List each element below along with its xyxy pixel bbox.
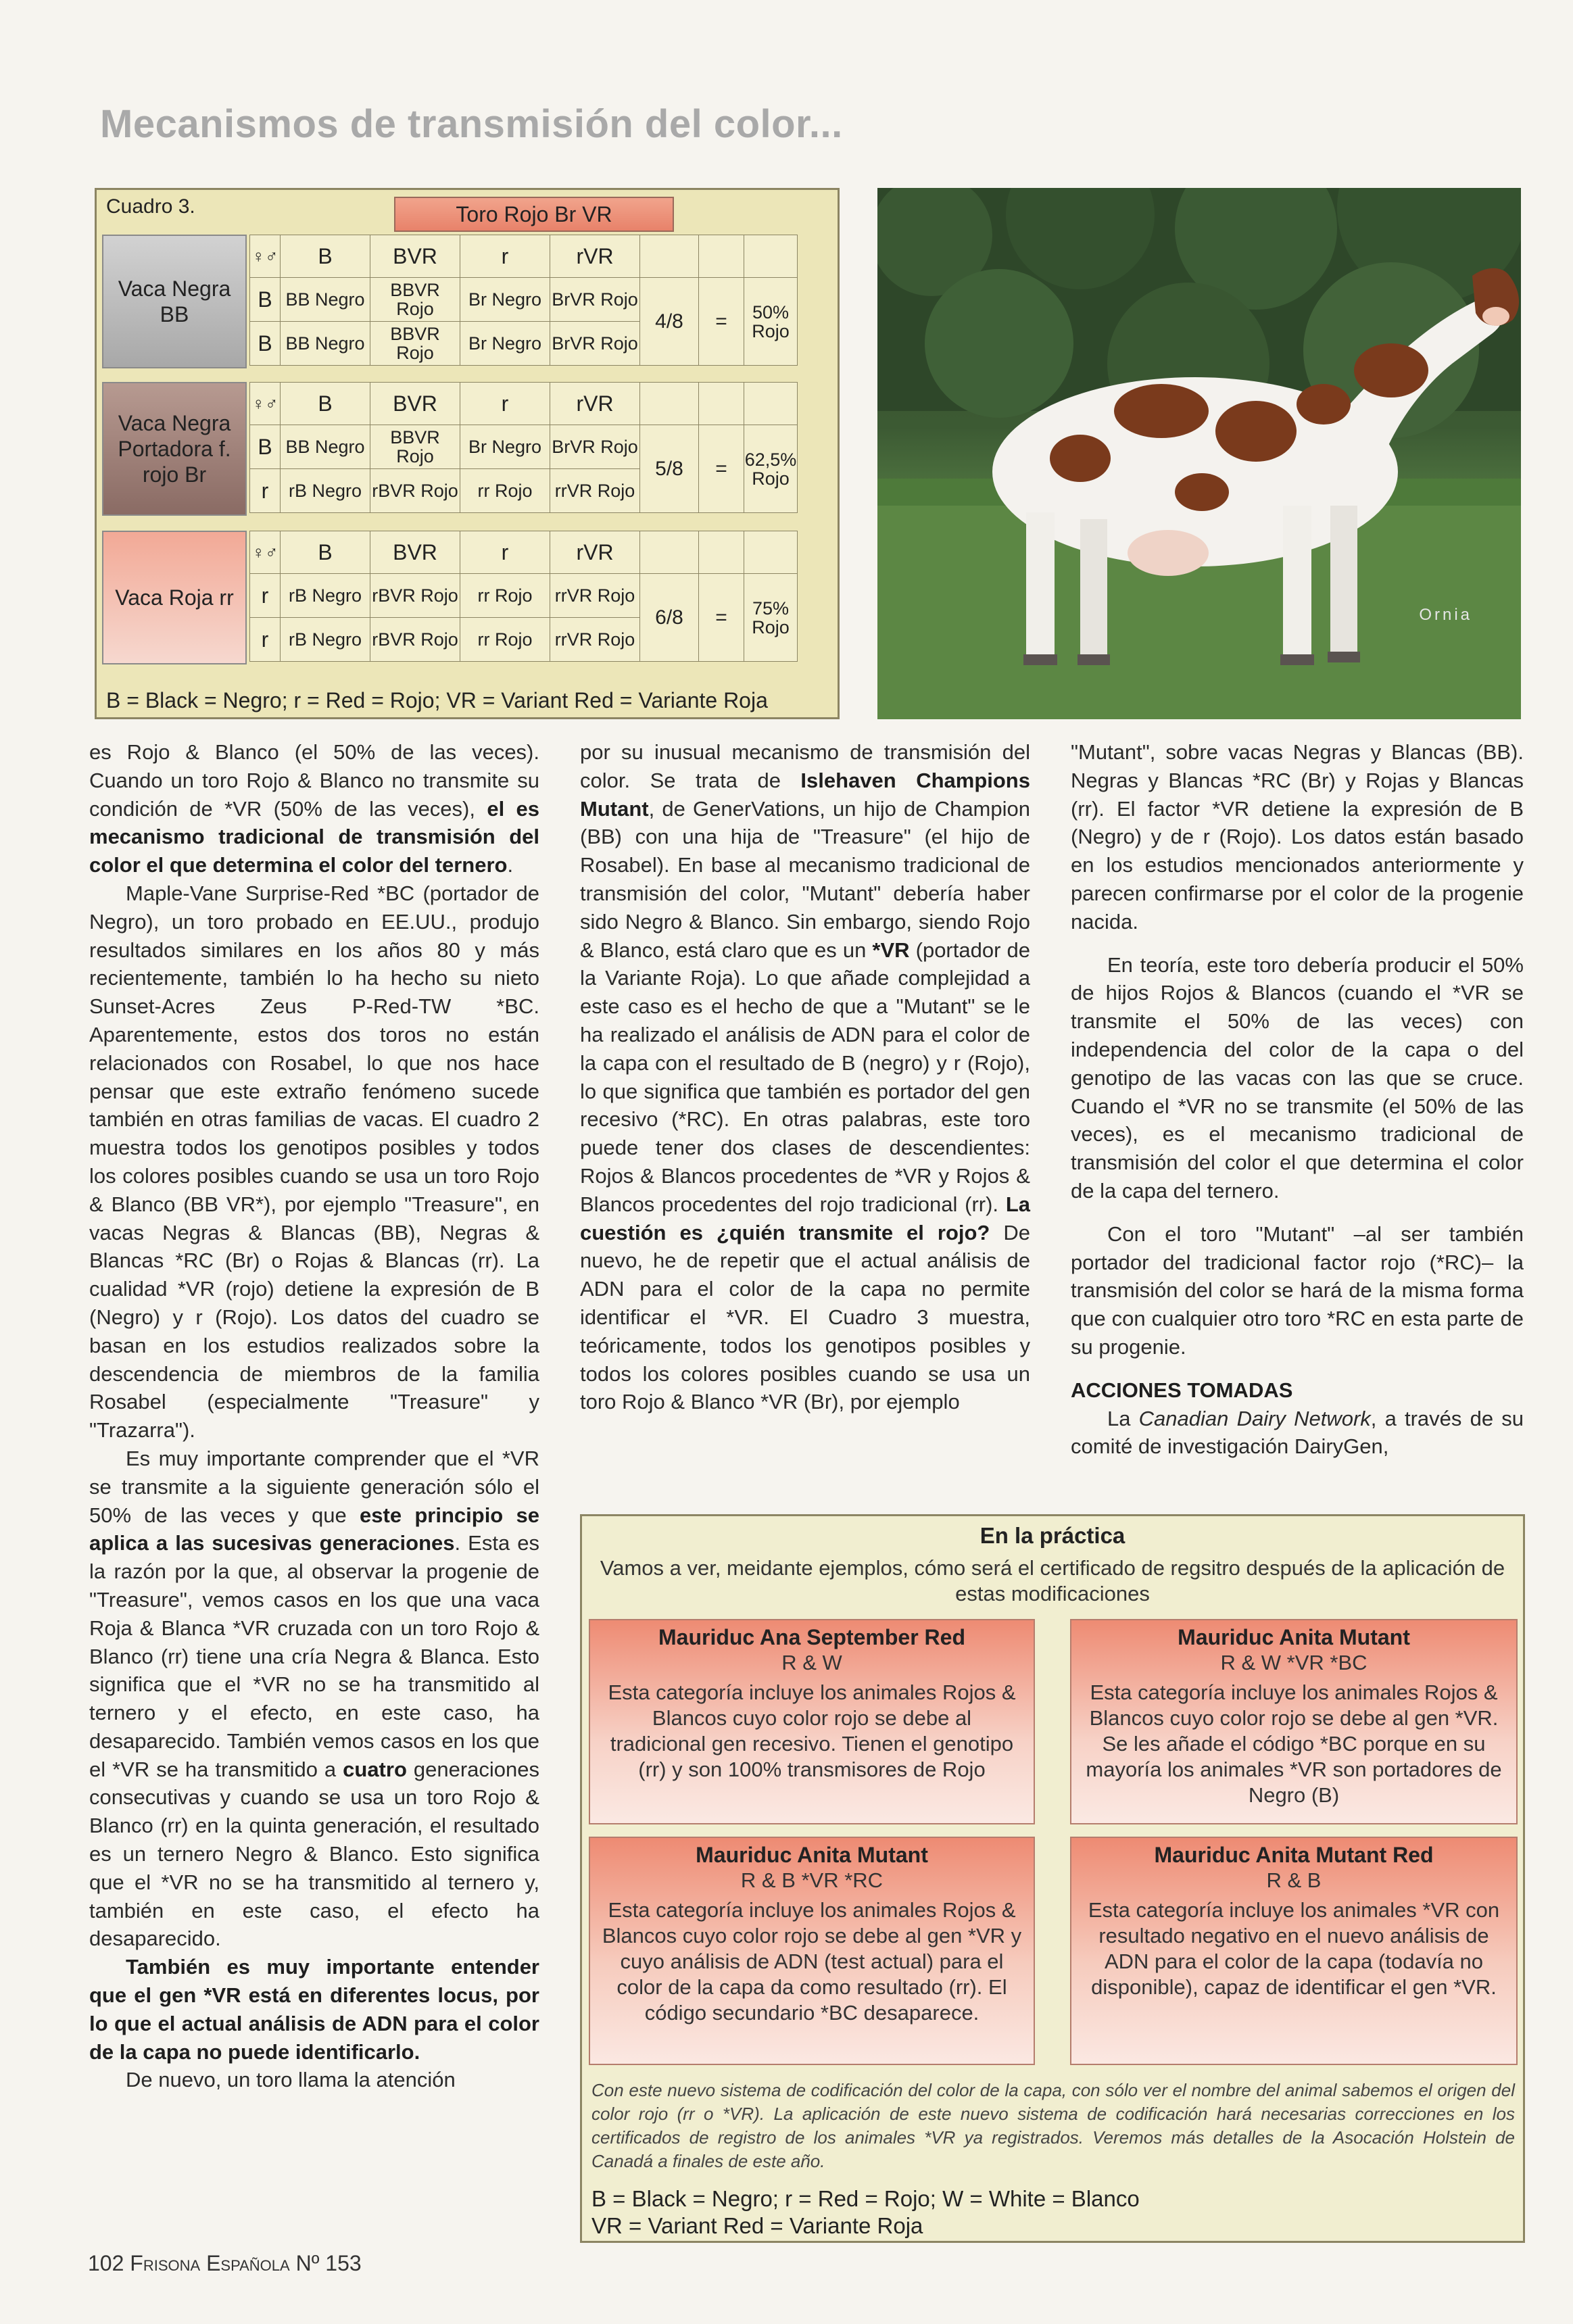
paragraph: "Mutant", sobre vacas Negras y Blancas (BB). Negras y Blancas *RC (Br) y Rojas y Blancas (rr). El factor *VR detiene la expresión de B (Negro) y de r (Rojo). Los datos están basado en los estudios mencionados anteriormente y parecen confirmarse por el color de la progenie nacida. bbox=[1071, 740, 1524, 934]
genotype-cell: BBVR Rojo bbox=[370, 425, 460, 469]
cuadro-legend: B = Black = Negro; r = Red = Rojo; VR = Variant Red = Variante Roja bbox=[106, 688, 768, 712]
genotype-grid bbox=[249, 531, 798, 662]
card-title: Mauriduc Anita Mutant Red bbox=[1154, 1843, 1434, 1867]
bull-allele-header: B bbox=[281, 531, 370, 574]
sex-symbol: ♀♂ bbox=[250, 235, 281, 278]
bold-text: *VR bbox=[872, 938, 910, 962]
equals-sign: = bbox=[699, 278, 744, 366]
card-title: Mauriduc Anita Mutant bbox=[1178, 1625, 1410, 1649]
page-number: 102 bbox=[88, 2251, 124, 2275]
bold-text: También es muy importante entender que el gen *VR está en diferentes locus, por lo que el actual análisis de ADN para el color de la capa no puede identificarlo. bbox=[89, 1955, 539, 2064]
paragraph bbox=[89, 738, 539, 879]
bull-allele-header: rVR bbox=[550, 235, 640, 278]
bull-allele-header: rVR bbox=[550, 383, 640, 425]
cow-allele: B bbox=[250, 425, 281, 469]
genotype-cell: rBVR Rojo bbox=[370, 574, 460, 618]
card-body: Esta categoría incluye los animales Rojos & Blancos cuyo color rojo se debe al tradicional gen recesivo. Tienen el genotipo (rr) y son 100% transmisores de Rojo bbox=[608, 1680, 1016, 1781]
example-card bbox=[1070, 1837, 1518, 2065]
card-code: R & B *VR *RC bbox=[740, 1868, 884, 1892]
genotype-cell: rrVR Rojo bbox=[550, 574, 640, 618]
bull-allele-header: BVR bbox=[370, 235, 460, 278]
genotype-grid bbox=[249, 235, 798, 366]
paragraph bbox=[580, 738, 1030, 1416]
cross-block bbox=[102, 531, 836, 664]
genotype-cell: rB Negro bbox=[281, 469, 370, 513]
empty-cell bbox=[640, 235, 699, 278]
cow-allele: r bbox=[250, 574, 281, 618]
paragraph: De nuevo, un toro llama la atención bbox=[126, 2068, 456, 2092]
text-column-2 bbox=[580, 738, 1030, 1416]
empty-cell bbox=[699, 383, 744, 425]
issue-number: Nº 153 bbox=[295, 2251, 362, 2275]
card-body: Esta categoría incluye los animales Rojos & Blancos cuyo color rojo se debe al gen *VR. Se les añade el código *BC porque en su mayoría los animales *VR son portadores de Negro (B) bbox=[1086, 1680, 1502, 1807]
card-title: Mauriduc Ana September Red bbox=[658, 1625, 965, 1649]
cow-allele: B bbox=[250, 278, 281, 322]
sex-symbol: ♀♂ bbox=[250, 383, 281, 425]
red-percent: 75% Rojo bbox=[744, 574, 798, 662]
empty-cell bbox=[744, 383, 798, 425]
cross-block bbox=[102, 382, 836, 516]
text-span: Es muy importante comprender que el *VR se transmite a la siguiente generación sólo el 50% de las veces y que bbox=[89, 1446, 539, 1527]
empty-cell bbox=[744, 235, 798, 278]
bull-allele-header: r bbox=[460, 235, 550, 278]
red-fraction: 5/8 bbox=[640, 425, 699, 513]
paragraph: Con el toro "Mutant" –al ser también portador del tradicional factor rojo (*RC)– la transmisión del color se hará de la misma forma que con cualquier otro toro *RC en esta parte de su progenie. bbox=[1071, 1221, 1524, 1359]
bull-allele-header: B bbox=[281, 383, 370, 425]
text-span: , a través de su comité de investigación DairyGen, bbox=[1071, 1406, 1524, 1459]
practica-title: En la práctica bbox=[979, 1523, 1126, 1548]
genotype-grid bbox=[249, 382, 798, 513]
text-column-1 bbox=[89, 738, 539, 2094]
genotype-cell: rr Rojo bbox=[460, 574, 550, 618]
genotype-cell: BB Negro bbox=[281, 425, 370, 469]
example-card bbox=[589, 1837, 1035, 2065]
genotype-cell: BrVR Rojo bbox=[550, 322, 640, 366]
page-footer bbox=[88, 2251, 362, 2276]
bold-text: La cuestión es ¿quién transmite el rojo? bbox=[580, 1192, 1030, 1244]
genotype-cell: BBVR Rojo bbox=[370, 322, 460, 366]
genotype-cell: rrVR Rojo bbox=[550, 469, 640, 513]
cuadro-3-table bbox=[95, 188, 840, 719]
legend-line: B = Black = Negro; r = Red = Rojo; W = White = Blanco bbox=[591, 2186, 1140, 2211]
paragraph: Maple-Vane Surprise-Red *BC (portador de Negro), un toro probado en EE.UU., produjo resultados similares en los años 80 y más recientemente, también lo ha hecho su nieto Sunset-Acres Zeus P-Red-TW *BC. Aparentemente, estos dos toros no están relacionados con Rosabel, lo que nos hace pensar que este extraño fenómeno sucede también en otras familias de vacas. El cuadro 2 muestra todos los genotipos posibles y todos los colores posibles cuando se usa un toro Rojo & Blanco (BB VR*), por ejemplo "Treasure", en vacas Negras & Blancas (BB), Negras & Blancas *RC (Br) o Rojas & Blancas (rr). La cualidad *VR (rojo) detiene la expresión de B (Negro) y r (Rojo). Los datos del cuadro se basan en los estudios realizados sobre la descendencia de miembros de la familia Rosabel (especialmente "Treasure" y "Trazarra"). bbox=[89, 881, 539, 1443]
paragraph bbox=[89, 1953, 539, 2066]
paragraph: En teoría, este toro debería producir el 50% de hijos Rojos & Blancos (cuando el *VR se transmite el 50% de las veces) con independencia del color de la capa o del genotipo de las vacas con las que se cruce. Cuando el *VR no se transmite (el 50% de las veces), es el mecanismo tradicional de transmisión del color el que determina el color de la capa del ternero. bbox=[1071, 952, 1524, 1203]
paragraph bbox=[1071, 1405, 1524, 1461]
bold-text: este principio se aplica a las sucesivas generaciones bbox=[89, 1503, 539, 1555]
genotype-cell: rrVR Rojo bbox=[550, 618, 640, 662]
cuadro-title: Cuadro 3. bbox=[106, 195, 195, 218]
vaca-label: Vaca Roja rr bbox=[102, 531, 247, 664]
genotype-cell: BrVR Rojo bbox=[550, 278, 640, 322]
cross-block bbox=[102, 235, 836, 368]
bull-allele-header: r bbox=[460, 383, 550, 425]
section-heading: ACCIONES TOMADAS bbox=[1071, 1378, 1293, 1402]
text-span: La bbox=[1107, 1406, 1139, 1430]
page-header-title: Mecanismos de transmisión del color... bbox=[100, 102, 843, 146]
photo-caption: Ornia bbox=[1419, 606, 1472, 624]
card-body: Esta categoría incluye los animales *VR con resultado negativo en el nuevo análisis de ADN para el color de la capa (todavía no disponible), capaz de identificar el gen *VR. bbox=[1088, 1898, 1500, 1999]
bold-text: Islehaven Champions Mutant bbox=[580, 768, 1030, 821]
magazine-name: Frisona Española bbox=[130, 2251, 290, 2275]
cow-illustration bbox=[877, 188, 1521, 719]
cow-allele: r bbox=[250, 469, 281, 513]
empty-cell bbox=[699, 235, 744, 278]
genotype-cell: Br Negro bbox=[460, 278, 550, 322]
bull-allele-header: BVR bbox=[370, 383, 460, 425]
genotype-cell: rr Rojo bbox=[460, 618, 550, 662]
text-span: generaciones consecutivas y cuando se usa un toro Rojo & Blanco (rr) en la quinta generación, el resultado es un ternero Negro & Blanco. Esto significa que el *VR no se ha transmitido al ternero y, también en este caso, el efecto ha desaparecido. bbox=[89, 1757, 539, 1951]
genotype-cell: rB Negro bbox=[281, 618, 370, 662]
italic-text: Canadian Dairy Network bbox=[1138, 1406, 1371, 1430]
text-span: . bbox=[507, 853, 514, 877]
genotype-cell: Br Negro bbox=[460, 425, 550, 469]
empty-cell bbox=[640, 383, 699, 425]
cow-allele: r bbox=[250, 618, 281, 662]
text-span: . Esta es la razón por la que, al observar la progenie de "Treasure", vemos casos en los que una vaca Roja & Blanca *VR cruzada con un toro Rojo & Blanco (rr) tiene una cría Negra & Blanca. Esto significa que el *VR no se ha transmitido al ternero y el efecto, en este caso, ha desaparecido. También vemos casos en los que el *VR se ha transmitido a bbox=[89, 1531, 539, 1781]
genotype-cell: rr Rojo bbox=[460, 469, 550, 513]
example-card bbox=[1070, 1619, 1518, 1824]
practica-legend bbox=[591, 2185, 1140, 2240]
sex-symbol: ♀♂ bbox=[250, 531, 281, 574]
text-span: por su inusual mecanismo de transmisión del color. Se trata de bbox=[580, 740, 1030, 792]
cow-allele: B bbox=[250, 322, 281, 366]
practica-subtitle: Vamos a ver, meidante ejemplos, cómo será el certificado de regsitro después de la aplicación de estas modificaciones bbox=[600, 1556, 1505, 1605]
cow-photo bbox=[877, 188, 1521, 719]
text-span: (portador de la Variante Roja). Lo que añade complejidad a este caso es el hecho de que a "Mutant" se le ha realizado el análisis de ADN para el color de la capa con el resultado de B (negro) y r (Rojo), lo que significa que también es portador del gen recesivo (*RC). En otras palabras, este toro puede tener dos clases de descendientes: Rojos & Blancos procedentes de *VR y Rojos & Blancos procedentes del rojo tradicional (rr). bbox=[580, 938, 1030, 1216]
vaca-label: Vaca Negra BB bbox=[102, 235, 247, 368]
genotype-cell: BBVR Rojo bbox=[370, 278, 460, 322]
bull-allele-header: B bbox=[281, 235, 370, 278]
vaca-label: Vaca Negra Portadora f. rojo Br bbox=[102, 382, 247, 516]
legend-line: VR = Variant Red = Variante Roja bbox=[591, 2213, 923, 2238]
equals-sign: = bbox=[699, 425, 744, 513]
paragraph bbox=[89, 1445, 539, 1953]
bull-allele-header: r bbox=[460, 531, 550, 574]
empty-cell bbox=[640, 531, 699, 574]
genotype-cell: BrVR Rojo bbox=[550, 425, 640, 469]
card-title: Mauriduc Anita Mutant bbox=[696, 1843, 928, 1867]
practica-note: Con este nuevo sistema de codificación del color de la capa, con sólo ver el nombre del animal sabemos el origen del color rojo (rr o *VR). La aplicación de este nuevo sistema de codificación hará necesarias correcciones en los certificados de registro de los animales *VR ya registrados. Veremos más detalles de la Asocación Holstein de Canadá a finales de este año. bbox=[591, 2080, 1515, 2171]
en-la-practica-box bbox=[580, 1514, 1525, 2243]
red-percent: 50% Rojo bbox=[744, 278, 798, 366]
equals-sign: = bbox=[699, 574, 744, 662]
text-span: es Rojo & Blanco (el 50% de las veces). Cuando un toro Rojo & Blanco no transmite su condición de *VR (50% de las veces), bbox=[89, 740, 539, 821]
text-column-3 bbox=[1071, 738, 1524, 1461]
card-code: R & B bbox=[1266, 1868, 1322, 1892]
genotype-cell: Br Negro bbox=[460, 322, 550, 366]
card-body: Esta categoría incluye los animales Rojos & Blancos cuyo color rojo se debe al gen *VR y cuyo análisis de ADN (test actual) para el color de la capa da como resultado (rr). El código secundario *BC desaparece. bbox=[602, 1898, 1022, 2025]
genotype-cell: rB Negro bbox=[281, 574, 370, 618]
bull-allele-header: rVR bbox=[550, 531, 640, 574]
red-fraction: 4/8 bbox=[640, 278, 699, 366]
genotype-cell: rBVR Rojo bbox=[370, 469, 460, 513]
genotype-cell: rBVR Rojo bbox=[370, 618, 460, 662]
bold-text: cuatro bbox=[343, 1757, 407, 1781]
toro-header: Toro Rojo Br VR bbox=[394, 197, 674, 232]
text-span: De nuevo, he de repetir que el actual análisis de ADN para el color de la capa no permite identificar el *VR. El Cuadro 3 muestra, teóricamente, todos los genotipos posibles y todos los colores posibles cuando se usa un toro Rojo & Blanco *VR (Br), por ejemplo bbox=[580, 1220, 1030, 1414]
red-fraction: 6/8 bbox=[640, 574, 699, 662]
empty-cell bbox=[744, 531, 798, 574]
bold-text: el es mecanismo tradicional de transmisión del color el que determina el color del ternero bbox=[89, 796, 539, 877]
text-span: , de GenerVations, un hijo de Champion (BB) con una hija de "Treasure" (el hijo de Rosabel). En base al mecanismo tradicional de transmisión del color, "Mutant" debería haber sido Negro & Blanco. Sin embargo, siendo Rojo & Blanco, está claro que es un bbox=[580, 796, 1030, 962]
genotype-cell: BB Negro bbox=[281, 322, 370, 366]
empty-cell bbox=[699, 531, 744, 574]
genotype-cell: BB Negro bbox=[281, 278, 370, 322]
red-percent: 62,5% Rojo bbox=[744, 425, 798, 513]
bull-allele-header: BVR bbox=[370, 531, 460, 574]
card-code: R & W *VR *BC bbox=[1220, 1651, 1368, 1674]
card-code: R & W bbox=[781, 1651, 842, 1674]
example-card bbox=[589, 1619, 1035, 1824]
